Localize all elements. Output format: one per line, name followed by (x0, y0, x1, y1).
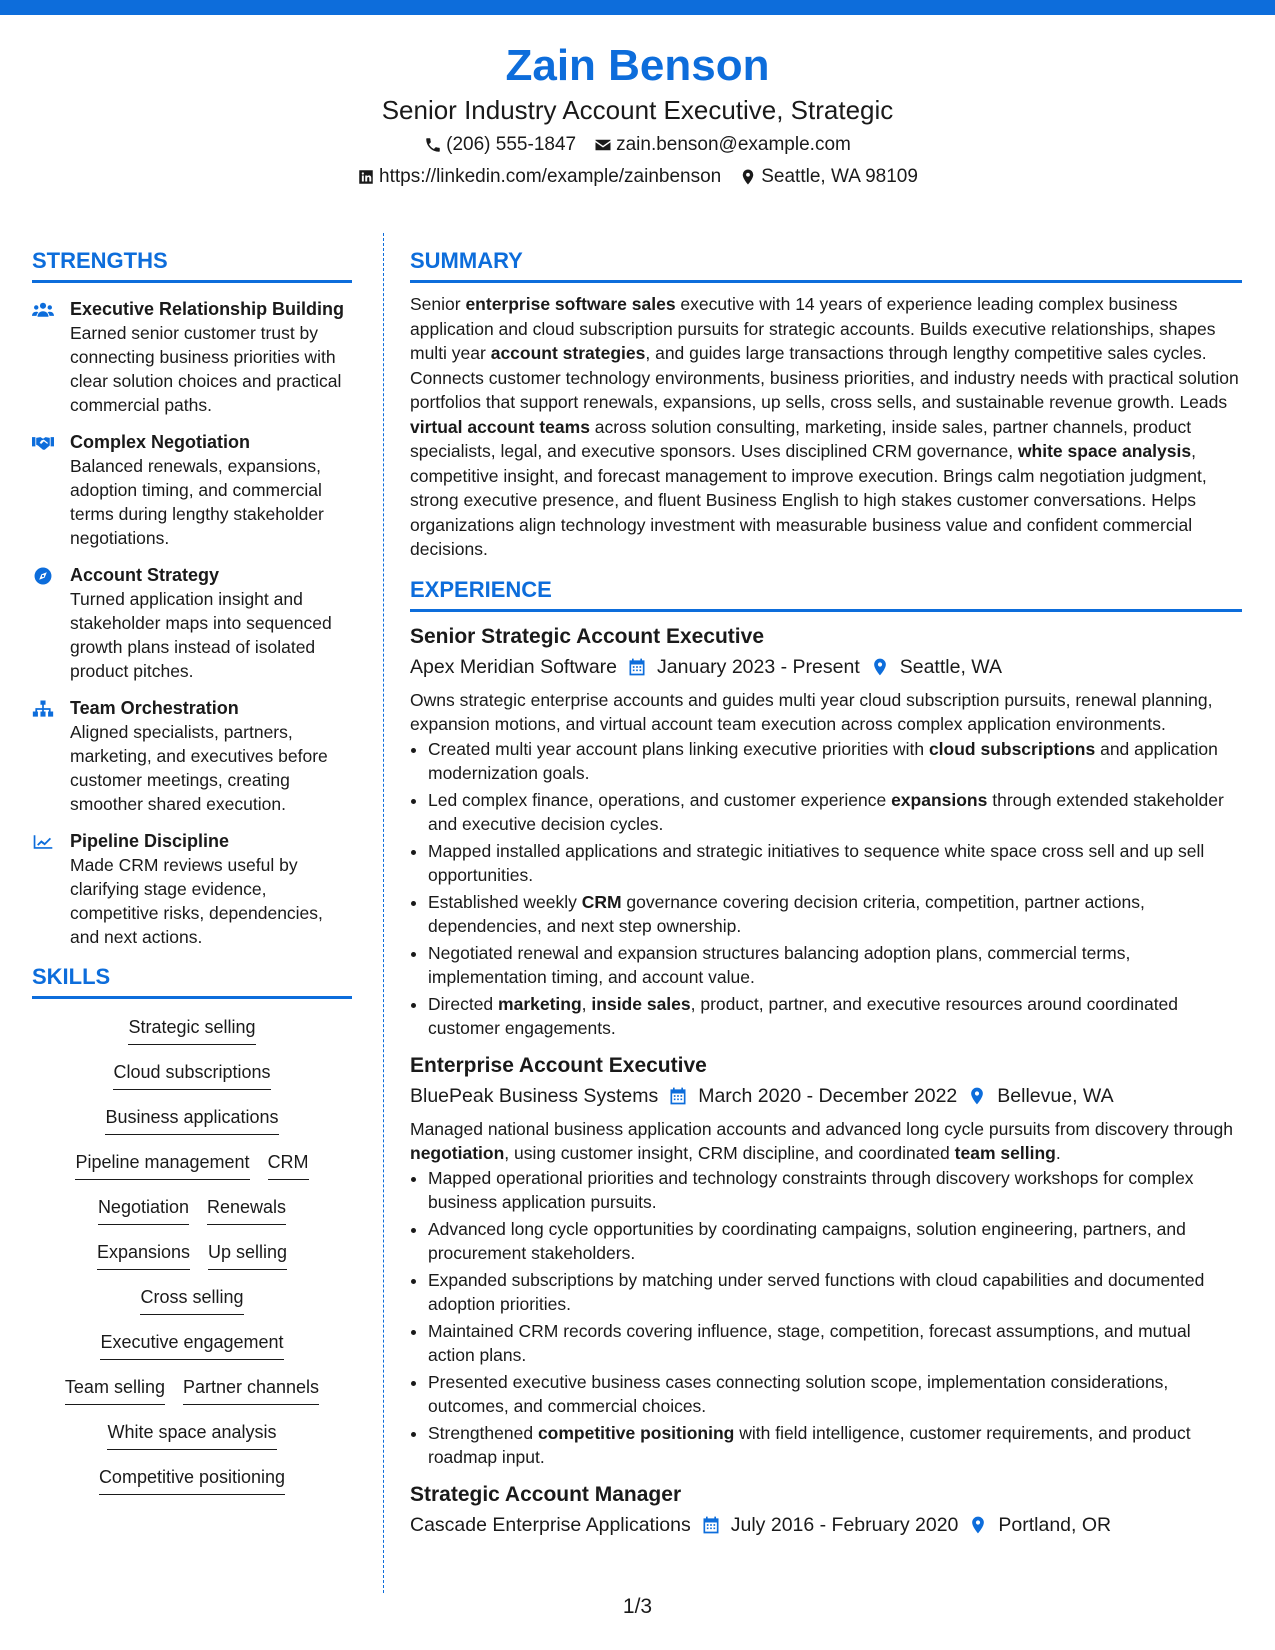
strength-description: Balanced renewals, expansions, adoption timing, and commercial terms during lengthy stakeholder negotiations. (70, 456, 324, 548)
skill-tag: Executive engagement (100, 1330, 283, 1360)
map-pin-icon (739, 168, 757, 186)
bold-keyword: virtual account teams (410, 416, 590, 437)
skill-tag: Renewals (207, 1195, 286, 1225)
top-accent-bar (0, 0, 1275, 15)
strength-title: Account Strategy (70, 565, 220, 585)
map-pin-icon (968, 1515, 988, 1535)
bold-keyword: expansions (891, 789, 988, 810)
linkedin-text: https://linkedin.com/example/zainbenson (379, 166, 722, 187)
job-list (410, 622, 1242, 1540)
job-bullet: • Led complex finance, operations, and customer experience expansions through extended stakeholder and executive decision cycles. (428, 788, 1242, 837)
skill-row (100, 1330, 283, 1375)
job-bullet: • Directed marketing, inside sales, product, partner, and executive resources around coordinated customer engagements. (428, 992, 1242, 1041)
skill-row (140, 1285, 243, 1330)
skill-row (105, 1105, 278, 1150)
skill-row (65, 1375, 319, 1420)
skill-row (75, 1150, 308, 1195)
job-title: Strategic Account Manager (410, 1482, 682, 1506)
bold-keyword: white space analysis (1017, 441, 1192, 461)
skill-tag: Negotiation (98, 1195, 189, 1225)
phone-text: (206) 555-1847 (446, 134, 577, 155)
experience-section (410, 576, 1242, 1540)
job-dates: March 2020 - December 2022 (698, 1084, 958, 1107)
envelope-icon (594, 136, 612, 154)
strength-item (32, 696, 352, 816)
job-entry (410, 1051, 1242, 1470)
strength-item (32, 563, 352, 683)
job-bullet: • Negotiated renewal and expansion structures balancing adoption plans, commercial terms, implementation timing, and account value. (428, 941, 1242, 990)
calendar-icon (701, 1515, 721, 1535)
strength-item (32, 430, 352, 550)
strengths-heading: STRENGTHS (32, 247, 352, 283)
candidate-name: Zain Benson (505, 41, 770, 90)
resume-header (0, 40, 1275, 188)
bold-keyword: inside sales (591, 993, 691, 1014)
skill-row (107, 1420, 276, 1465)
map-pin-icon (870, 657, 890, 677)
skill-row (128, 1015, 255, 1060)
skill-row (97, 1240, 287, 1285)
strengths-section (32, 247, 352, 949)
job-entry (410, 622, 1242, 1041)
email-contact[interactable] (594, 134, 851, 156)
job-bullet: • Expanded subscriptions by matching under served functions with cloud capabilities and documented adoption priorities. (428, 1268, 1242, 1317)
phone-icon (424, 136, 442, 154)
linkedin-icon (357, 168, 375, 186)
job-bullet: • Established weekly CRM governance covering decision criteria, competition, partner actions, dependencies, and next step ownership. (428, 890, 1242, 939)
sitemap-icon (32, 699, 54, 719)
contact-row-2 (0, 166, 1275, 188)
calendar-icon (627, 657, 647, 677)
strength-title: Pipeline Discipline (70, 831, 230, 851)
job-company: Cascade Enterprise Applications (410, 1513, 691, 1536)
job-description: Owns strategic enterprise accounts and guides multi year cloud subscription pursuits, renewal planning, expansion motions, and virtual account team execution across complex application environments. (410, 689, 1213, 734)
skill-tag: Expansions (97, 1240, 190, 1270)
strengths-list (32, 297, 352, 949)
job-company: Apex Meridian Software (410, 655, 618, 678)
job-title: Senior Strategic Account Executive (410, 624, 764, 648)
linkedin-contact[interactable] (357, 166, 721, 188)
skill-row (99, 1465, 285, 1510)
job-bullet: • Strengthened competitive positioning with field intelligence, customer requirements, and product roadmap input. (428, 1421, 1242, 1470)
skill-tag: Cross selling (140, 1285, 243, 1315)
right-column (410, 247, 1242, 1540)
strength-title: Complex Negotiation (70, 432, 251, 452)
bold-keyword: account strategies (490, 343, 646, 363)
bold-keyword: CRM (581, 891, 622, 912)
bold-keyword: competitive positioning (537, 1422, 735, 1443)
skill-tag: Business applications (105, 1105, 278, 1135)
job-bullet: • Mapped operational priorities and technology constraints through discovery workshops for complex business application pursuits. (428, 1166, 1242, 1215)
email-text: zain.benson@example.com (616, 134, 851, 155)
strength-description: Earned senior customer trust by connecting business priorities with clear solution choices and practical commercial paths. (70, 323, 342, 415)
job-location: Bellevue, WA (997, 1084, 1114, 1107)
skill-tag: Cloud subscriptions (113, 1060, 270, 1090)
strength-item (32, 297, 352, 417)
strength-item (32, 829, 352, 949)
compass-icon (32, 566, 54, 586)
page-number: 1/3 (622, 1595, 653, 1618)
bold-keyword: negotiation (410, 1143, 505, 1163)
skill-tag: White space analysis (107, 1420, 276, 1450)
location-contact (739, 166, 918, 188)
skill-tag: Partner channels (183, 1375, 319, 1405)
summary-heading: SUMMARY (410, 247, 1242, 283)
skill-row (98, 1195, 286, 1240)
job-meta (410, 1510, 1242, 1540)
strength-description: Made CRM reviews useful by clarifying stage evidence, competitive risks, dependencies, and next actions. (70, 855, 323, 947)
strength-title: Team Orchestration (70, 698, 239, 718)
job-bullet: • Presented executive business cases connecting solution scope, implementation considerations, outcomes, and commercial choices. (428, 1370, 1242, 1419)
job-location: Seattle, WA (899, 655, 1002, 678)
column-divider (383, 233, 384, 1593)
skills-list (32, 1015, 352, 1510)
experience-heading: EXPERIENCE (410, 576, 1242, 612)
map-pin-icon (967, 1086, 987, 1106)
bold-keyword: enterprise software sales (465, 294, 676, 314)
job-bullet: • Created multi year account plans linking executive priorities with cloud subscriptions and application modernization goals. (428, 737, 1242, 786)
skills-section (32, 963, 352, 1510)
job-dates: July 2016 - February 2020 (730, 1513, 959, 1536)
summary-section (410, 247, 1242, 562)
skills-heading: SKILLS (32, 963, 352, 999)
bold-keyword: team selling (954, 1143, 1056, 1163)
job-bullet: • Maintained CRM records covering influence, stage, competition, forecast assumptions, and mutual action plans. (428, 1319, 1242, 1368)
job-meta (410, 652, 1242, 682)
contact-row-1 (0, 134, 1275, 156)
job-bullets (410, 737, 1242, 1041)
calendar-icon (668, 1086, 688, 1106)
job-location: Portland, OR (998, 1513, 1112, 1536)
job-entry (410, 1480, 1242, 1540)
strength-title: Executive Relationship Building (70, 299, 345, 319)
job-bullets (410, 1166, 1242, 1470)
job-dates: January 2023 - Present (657, 655, 860, 678)
bold-keyword: marketing (498, 993, 582, 1014)
job-meta (410, 1081, 1242, 1111)
job-company: BluePeak Business Systems (410, 1084, 659, 1107)
skill-tag: CRM (268, 1150, 309, 1180)
skill-tag: Strategic selling (128, 1015, 255, 1045)
job-title: Enterprise Account Executive (410, 1053, 707, 1077)
job-description: Managed national business application accounts and advanced long cycle pursuits from discovery through negotiation, using customer insight, CRM discipline, and coordinated team selling. (410, 1118, 1233, 1163)
handshake-icon (32, 433, 54, 453)
job-bullet: • Advanced long cycle opportunities by coordinating campaigns, solution engineering, partners, and procurement stakeholders. (428, 1217, 1242, 1266)
strength-description: Aligned specialists, partners, marketing, and executives before customer meetings, creating smoother shared execution. (70, 722, 328, 814)
users-icon (32, 300, 54, 320)
candidate-title: Senior Industry Account Executive, Strategic (381, 95, 894, 125)
phone-contact (424, 134, 576, 156)
job-bullet: • Mapped installed applications and strategic initiatives to sequence white space cross sell and up sell opportunities. (428, 839, 1242, 888)
skill-tag: Team selling (65, 1375, 165, 1405)
skill-tag: Up selling (208, 1240, 287, 1270)
bold-keyword: cloud subscriptions (928, 738, 1096, 759)
skill-tag: Pipeline management (75, 1150, 249, 1180)
chart-line-icon (32, 832, 54, 852)
skill-row (113, 1060, 270, 1105)
strength-description: Turned application insight and stakeholder maps into sequenced growth plans instead of isolated product pitches. (70, 589, 332, 681)
summary-text: Senior enterprise software sales executive with 14 years of experience leading complex business application and cloud subscription pursuits for strategic accounts. Builds executive relationships, shapes multi year account strategies, and guides large transactions through lengthy competitive sales cycles. Connects customer technology environments, business priorities, and industry needs with practical solution portfolios that support renewals, expansions, up sells, cross sells, and sustainable revenue growth. Leads virtual account teams across solution consulting, marketing, inside sales, partner channels, product specialists, legal, and executive sponsors. Uses disciplined CRM governance, white space analysis, competitive insight, and forecast management to improve execution. Brings calm negotiation judgment, strong executive presence, and fluent Business English to high stakes customer conversations. Helps organizations align technology investment with measurable business value and confident commercial decisions. (410, 294, 1239, 559)
location-text: Seattle, WA 98109 (761, 166, 918, 187)
left-column (32, 247, 352, 1510)
skill-tag: Competitive positioning (99, 1465, 285, 1495)
